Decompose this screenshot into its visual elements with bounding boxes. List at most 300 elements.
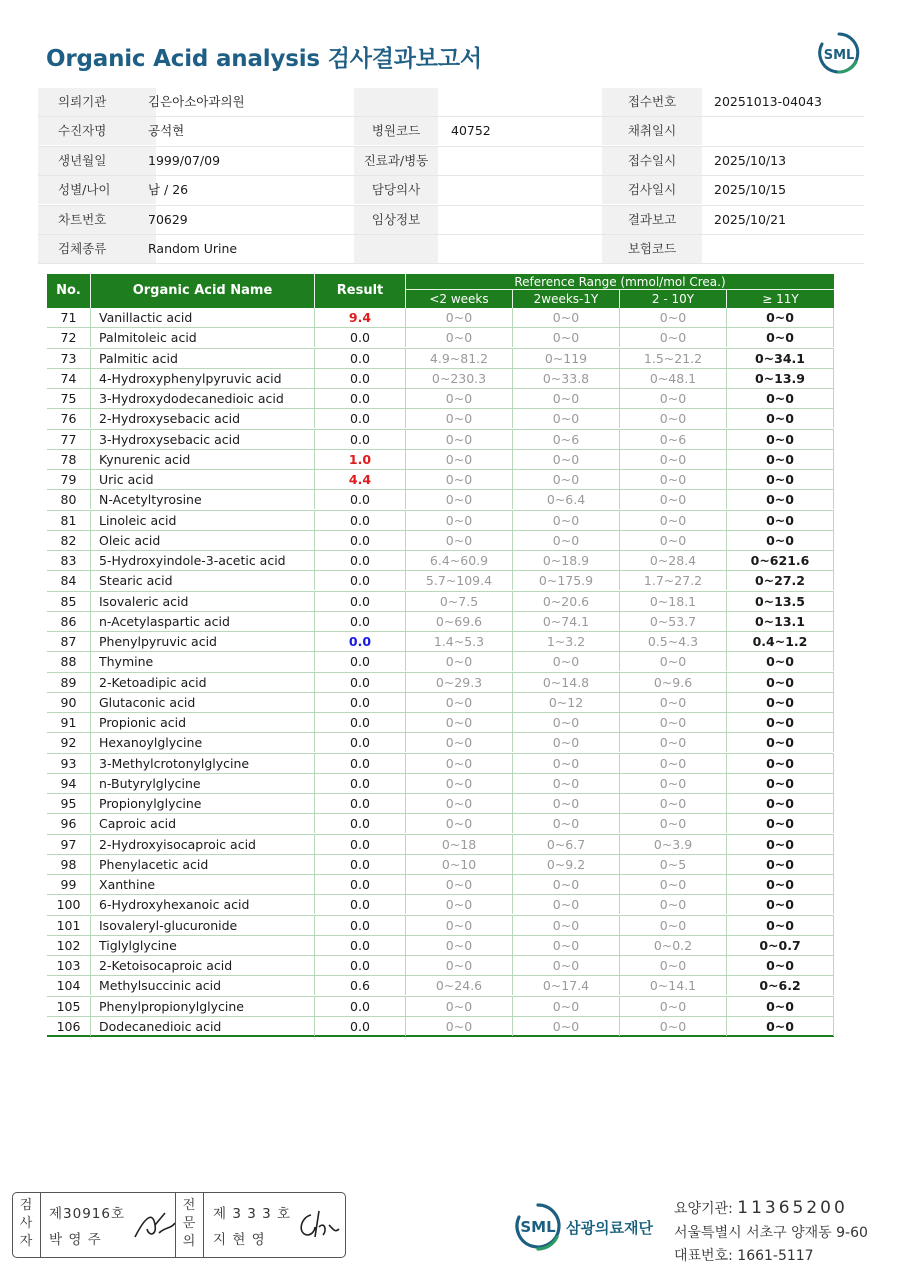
row-number: 79 [47, 470, 91, 489]
info-label: 생년월일 [38, 147, 156, 175]
range-under-2-weeks: 0~230.3 [406, 369, 513, 388]
range-11y-plus: 0~6.2 [727, 976, 834, 995]
care-institution-number [674, 1198, 848, 1218]
result-value: 0.0 [315, 490, 406, 509]
range-11y-plus: 0~0 [727, 855, 834, 874]
acid-name: Linoleic acid [91, 511, 315, 530]
info-value: 2025/10/13 [714, 152, 787, 168]
range-under-2-weeks: 0~0 [406, 956, 513, 975]
range-2-10y: 0~0 [620, 895, 727, 914]
acid-name: Vanillactic acid [91, 308, 315, 327]
table-row [47, 490, 834, 510]
range-2-10y: 0~0 [620, 470, 727, 489]
range-under-2-weeks: 0~0 [406, 754, 513, 773]
range-2-10y: 0~28.4 [620, 551, 727, 570]
table-row [47, 389, 834, 409]
range-under-2-weeks: 0~0 [406, 389, 513, 408]
result-value: 0.0 [315, 592, 406, 611]
acid-name: Uric acid [91, 470, 315, 489]
address: 서울특별시 서초구 양재동 9-60 [674, 1225, 868, 1241]
acid-name: 3-Hydroxydodecanedioic acid [91, 389, 315, 408]
acid-name: n-Butyrylglycine [91, 774, 315, 793]
sml-logo-text: SML [823, 48, 855, 63]
range-2weeks-1y: 0~0 [513, 652, 620, 671]
range-11y-plus: 0~27.2 [727, 571, 834, 590]
range-11y-plus: 0~0 [727, 470, 834, 489]
acid-name: 2-Hydroxyisocaproic acid [91, 835, 315, 854]
inspector-label: 검 사 자 [19, 1198, 33, 1249]
info-value: 70629 [148, 211, 188, 227]
acid-name: Caproic acid [91, 814, 315, 833]
header-no: No. [47, 274, 91, 308]
row-number: 106 [47, 1017, 91, 1036]
table-row [47, 895, 834, 915]
header-result: Result [315, 274, 406, 308]
result-value: 0.0 [315, 389, 406, 408]
range-under-2-weeks: 0~0 [406, 794, 513, 813]
acid-name: Isovaleric acid [91, 592, 315, 611]
table-row [47, 733, 834, 753]
header-name: Organic Acid Name [91, 274, 315, 308]
range-under-2-weeks: 0~0 [406, 308, 513, 327]
result-value: 0.0 [315, 369, 406, 388]
result-value: 0.0 [315, 997, 406, 1016]
header-range-2-10y: 2 - 10Y [620, 290, 727, 308]
info-row [38, 206, 864, 235]
table-row [47, 430, 834, 450]
range-11y-plus: 0~0 [727, 308, 834, 327]
range-under-2-weeks: 1.4~5.3 [406, 632, 513, 651]
acid-name: Propionylglycine [91, 794, 315, 813]
range-2weeks-1y: 0~119 [513, 349, 620, 368]
row-number: 91 [47, 713, 91, 732]
care-label: 요양기관: [674, 1201, 733, 1217]
range-under-2-weeks: 0~0 [406, 997, 513, 1016]
result-value: 0.0 [315, 774, 406, 793]
table-row [47, 794, 834, 814]
row-number: 92 [47, 733, 91, 752]
specialist-label: 전 문 의 [182, 1198, 196, 1249]
range-under-2-weeks: 0~0 [406, 1017, 513, 1036]
row-number: 80 [47, 490, 91, 509]
acid-name: Glutaconic acid [91, 693, 315, 712]
range-11y-plus: 0~34.1 [727, 349, 834, 368]
info-row [38, 235, 864, 264]
result-value: 0.0 [315, 571, 406, 590]
range-2weeks-1y: 0~0 [513, 875, 620, 894]
acid-name: 3-Methylcrotonylglycine [91, 754, 315, 773]
range-2-10y: 0~0 [620, 511, 727, 530]
range-11y-plus: 0~0 [727, 511, 834, 530]
range-under-2-weeks: 0~24.6 [406, 976, 513, 995]
range-2-10y: 0~0 [620, 713, 727, 732]
row-number: 85 [47, 592, 91, 611]
range-under-2-weeks: 0~0 [406, 895, 513, 914]
care-number: 11365200 [737, 1198, 848, 1218]
row-number: 71 [47, 308, 91, 327]
info-label: 의뢰기관 [38, 88, 156, 116]
info-label: 검사일시 [602, 176, 702, 204]
range-under-2-weeks: 6.4~60.9 [406, 551, 513, 570]
range-11y-plus: 0~0.7 [727, 936, 834, 955]
range-under-2-weeks: 0~0 [406, 531, 513, 550]
table-row [47, 592, 834, 612]
result-value: 0.0 [315, 875, 406, 894]
acid-name: 2-Ketoisocaproic acid [91, 956, 315, 975]
result-value: 0.0 [315, 652, 406, 671]
row-number: 93 [47, 754, 91, 773]
acid-name: 6-Hydroxyhexanoic acid [91, 895, 315, 914]
range-2-10y: 0~18.1 [620, 592, 727, 611]
info-label: 보험코드 [602, 235, 702, 263]
row-number: 83 [47, 551, 91, 570]
range-under-2-weeks: 0~0 [406, 713, 513, 732]
range-2weeks-1y: 0~0 [513, 774, 620, 793]
range-2-10y: 0~0 [620, 531, 727, 550]
info-value: 2025/10/15 [714, 182, 787, 198]
range-11y-plus: 0~0 [727, 774, 834, 793]
table-row [47, 652, 834, 672]
result-value: 0.0 [315, 956, 406, 975]
result-value: 9.4 [315, 308, 406, 327]
range-2weeks-1y: 0~0 [513, 511, 620, 530]
range-under-2-weeks: 0~0 [406, 875, 513, 894]
row-number: 94 [47, 774, 91, 793]
row-number: 88 [47, 652, 91, 671]
range-2weeks-1y: 0~0 [513, 754, 620, 773]
range-2-10y: 0~0 [620, 450, 727, 469]
row-number: 73 [47, 349, 91, 368]
range-11y-plus: 0~0 [727, 1017, 834, 1036]
acid-name: Isovaleryl-glucuronide [91, 916, 315, 935]
row-number: 105 [47, 997, 91, 1016]
row-number: 99 [47, 875, 91, 894]
range-11y-plus: 0~13.5 [727, 592, 834, 611]
table-row [47, 349, 834, 369]
range-2-10y: 0~0 [620, 328, 727, 347]
acid-name: 2-Hydroxysebacic acid [91, 409, 315, 428]
range-2weeks-1y: 0~74.1 [513, 612, 620, 631]
table-row [47, 531, 834, 551]
row-number: 78 [47, 450, 91, 469]
range-11y-plus: 0~0 [727, 430, 834, 449]
patient-info-table [38, 88, 864, 264]
table-row [47, 976, 834, 996]
acid-name: Kynurenic acid [91, 450, 315, 469]
acid-name: Stearic acid [91, 571, 315, 590]
phone-value: 1661-5117 [737, 1248, 814, 1264]
range-under-2-weeks: 0~18 [406, 835, 513, 854]
table-row [47, 511, 834, 531]
info-label: 검체종류 [38, 235, 156, 263]
info-label: 결과보고 [602, 206, 702, 234]
table-row [47, 997, 834, 1017]
result-value: 0.0 [315, 936, 406, 955]
info-label: 담당의사 [354, 176, 438, 204]
range-11y-plus: 0~621.6 [727, 551, 834, 570]
sml-footer-logo [512, 1200, 564, 1254]
acid-name: Dodecanedioic acid [91, 1017, 315, 1036]
range-2-10y: 0~53.7 [620, 612, 727, 631]
inspector-signature [131, 1207, 179, 1243]
info-row [38, 117, 864, 146]
range-2weeks-1y: 0~0 [513, 733, 620, 752]
range-2weeks-1y: 0~0 [513, 895, 620, 914]
info-label: 접수일시 [602, 147, 702, 175]
table-row [47, 956, 834, 976]
info-label: 병원코드 [354, 117, 438, 145]
acid-name: Propionic acid [91, 713, 315, 732]
range-2weeks-1y: 0~0 [513, 531, 620, 550]
range-2weeks-1y: 0~9.2 [513, 855, 620, 874]
range-2-10y: 0~0 [620, 490, 727, 509]
acid-name: Hexanoylglycine [91, 733, 315, 752]
range-11y-plus: 0~13.9 [727, 369, 834, 388]
range-11y-plus: 0~0 [727, 328, 834, 347]
result-value: 0.0 [315, 693, 406, 712]
range-2-10y: 0~0 [620, 1017, 727, 1036]
row-number: 81 [47, 511, 91, 530]
range-under-2-weeks: 0~0 [406, 490, 513, 509]
range-2weeks-1y: 0~0 [513, 1017, 620, 1036]
organization-name: 삼광의료재단 [566, 1219, 653, 1237]
acid-name: Phenylpyruvic acid [91, 632, 315, 651]
result-value: 0.0 [315, 430, 406, 449]
info-row [38, 176, 864, 205]
range-2-10y: 1.5~21.2 [620, 349, 727, 368]
result-value: 0.0 [315, 754, 406, 773]
row-number: 75 [47, 389, 91, 408]
range-2-10y: 0~3.9 [620, 835, 727, 854]
sml-footer-logo-text: SML [520, 1218, 556, 1236]
acid-name: N-Acetyltyrosine [91, 490, 315, 509]
range-under-2-weeks: 0~10 [406, 855, 513, 874]
row-number: 102 [47, 936, 91, 955]
info-value: 남 / 26 [148, 182, 189, 198]
range-2weeks-1y: 0~0 [513, 814, 620, 833]
info-value: Random Urine [148, 240, 238, 256]
range-2-10y: 0~6 [620, 430, 727, 449]
header-range-2weeks-1y: 2weeks-1Y [513, 290, 620, 308]
info-label: 채취일시 [602, 117, 702, 145]
row-number: 87 [47, 632, 91, 651]
range-11y-plus: 0~0 [727, 916, 834, 935]
range-2weeks-1y: 0~0 [513, 450, 620, 469]
range-2-10y: 0~0 [620, 652, 727, 671]
range-under-2-weeks: 0~0 [406, 814, 513, 833]
range-11y-plus: 0~0 [727, 673, 834, 692]
row-number: 100 [47, 895, 91, 914]
range-under-2-weeks: 0~0 [406, 733, 513, 752]
range-2-10y: 0~0 [620, 875, 727, 894]
range-2weeks-1y: 0~0 [513, 470, 620, 489]
acid-name: n-Acetylaspartic acid [91, 612, 315, 631]
info-value: 2025/10/21 [714, 211, 787, 227]
row-number: 74 [47, 369, 91, 388]
info-value: 40752 [451, 123, 491, 139]
result-value: 0.0 [315, 733, 406, 752]
info-value: 공석현 [148, 123, 185, 139]
row-number: 96 [47, 814, 91, 833]
table-row [47, 369, 834, 389]
range-11y-plus: 0~0 [727, 835, 834, 854]
table-row [47, 693, 834, 713]
range-11y-plus: 0~0 [727, 713, 834, 732]
phone-label: 대표번호: [674, 1248, 733, 1264]
table-body [47, 308, 834, 1037]
row-number: 86 [47, 612, 91, 631]
range-11y-plus: 0~0 [727, 956, 834, 975]
specialist-license: 제 3 3 3 호 [213, 1206, 292, 1222]
table-row [47, 673, 834, 693]
range-2weeks-1y: 0~0 [513, 308, 620, 327]
table-row [47, 835, 834, 855]
info-value: 김은아소아과의원 [148, 94, 245, 109]
result-value: 0.0 [315, 916, 406, 935]
row-number: 90 [47, 693, 91, 712]
row-number: 77 [47, 430, 91, 449]
range-under-2-weeks: 0~0 [406, 693, 513, 712]
result-value: 0.0 [315, 531, 406, 550]
range-2weeks-1y: 1~3.2 [513, 632, 620, 651]
range-2-10y: 0~0 [620, 389, 727, 408]
info-row [38, 147, 864, 176]
acid-name: 2-Ketoadipic acid [91, 673, 315, 692]
table-row [47, 916, 834, 936]
range-2weeks-1y: 0~33.8 [513, 369, 620, 388]
range-2-10y: 0~0 [620, 794, 727, 813]
row-number: 103 [47, 956, 91, 975]
range-11y-plus: 0~0 [727, 450, 834, 469]
range-2weeks-1y: 0~175.9 [513, 571, 620, 590]
range-11y-plus: 0~0 [727, 814, 834, 833]
range-under-2-weeks: 0~0 [406, 430, 513, 449]
result-value: 0.0 [315, 895, 406, 914]
inspector-license: 제30916호 [49, 1206, 126, 1222]
row-number: 84 [47, 571, 91, 590]
acid-name: Methylsuccinic acid [91, 976, 315, 995]
result-value: 0.0 [315, 855, 406, 874]
acid-name: Xanthine [91, 875, 315, 894]
table-row [47, 409, 834, 429]
result-value: 0.0 [315, 835, 406, 854]
phone-number [674, 1245, 814, 1265]
specialist-name: 지 현 영 [213, 1232, 266, 1248]
table-row [47, 450, 834, 470]
range-2weeks-1y: 0~0 [513, 389, 620, 408]
result-value: 0.0 [315, 713, 406, 732]
range-11y-plus: 0~0 [727, 531, 834, 550]
range-11y-plus: 0~0 [727, 733, 834, 752]
inspector-name: 박 영 주 [49, 1232, 102, 1248]
result-value: 0.6 [315, 976, 406, 995]
range-2weeks-1y: 0~14.8 [513, 673, 620, 692]
acid-name: 5-Hydroxyindole-3-acetic acid [91, 551, 315, 570]
range-2weeks-1y: 0~6.4 [513, 490, 620, 509]
header-range-under-2-weeks: <2 weeks [406, 290, 513, 308]
result-value: 0.0 [315, 511, 406, 530]
range-2-10y: 0~48.1 [620, 369, 727, 388]
info-label: 접수번호 [602, 88, 702, 116]
result-value: 0.0 [315, 551, 406, 570]
result-value: 0.0 [315, 409, 406, 428]
table-row [47, 713, 834, 733]
row-number: 76 [47, 409, 91, 428]
range-under-2-weeks: 4.9~81.2 [406, 349, 513, 368]
range-2-10y: 0~9.6 [620, 673, 727, 692]
range-2-10y: 1.7~27.2 [620, 571, 727, 590]
table-row [47, 875, 834, 895]
range-under-2-weeks: 0~29.3 [406, 673, 513, 692]
range-11y-plus: 0~0 [727, 794, 834, 813]
range-2-10y: 0~0 [620, 693, 727, 712]
acid-name: 4-Hydroxyphenylpyruvic acid [91, 369, 315, 388]
range-2-10y: 0~0 [620, 916, 727, 935]
table-row [47, 571, 834, 591]
range-2-10y: 0~0 [620, 997, 727, 1016]
range-2weeks-1y: 0~0 [513, 409, 620, 428]
acid-name: Thymine [91, 652, 315, 671]
acid-name: Oleic acid [91, 531, 315, 550]
result-value: 0.0 [315, 612, 406, 631]
range-11y-plus: 0~0 [727, 389, 834, 408]
acid-name: Phenylacetic acid [91, 855, 315, 874]
range-2weeks-1y: 0~6 [513, 430, 620, 449]
result-value: 0.0 [315, 814, 406, 833]
range-2-10y: 0~0 [620, 814, 727, 833]
range-2weeks-1y: 0~17.4 [513, 976, 620, 995]
range-2-10y: 0~0 [620, 733, 727, 752]
range-11y-plus: 0~13.1 [727, 612, 834, 631]
table-row [47, 936, 834, 956]
range-under-2-weeks: 0~0 [406, 511, 513, 530]
range-11y-plus: 0~0 [727, 490, 834, 509]
range-2-10y: 0~0 [620, 956, 727, 975]
range-under-2-weeks: 0~0 [406, 470, 513, 489]
table-row [47, 774, 834, 794]
range-2weeks-1y: 0~0 [513, 794, 620, 813]
range-under-2-weeks: 0~0 [406, 450, 513, 469]
table-row [47, 551, 834, 571]
table-header [47, 274, 834, 308]
range-2weeks-1y: 0~0 [513, 956, 620, 975]
range-under-2-weeks: 5.7~109.4 [406, 571, 513, 590]
result-value: 0.0 [315, 794, 406, 813]
range-2weeks-1y: 0~0 [513, 997, 620, 1016]
range-2-10y: 0~0 [620, 308, 727, 327]
info-label [354, 235, 438, 263]
acid-name: Phenylpropionylglycine [91, 997, 315, 1016]
header-reference-range: Reference Range (mmol/mol Crea.) [406, 274, 834, 290]
info-label: 성별/나이 [38, 176, 156, 204]
acid-name: 3-Hydroxysebacic acid [91, 430, 315, 449]
range-under-2-weeks: 0~0 [406, 774, 513, 793]
range-2-10y: 0~0 [620, 774, 727, 793]
sml-logo [816, 30, 862, 76]
header-range-11y-plus: ≥ 11Y [762, 292, 799, 306]
row-number: 104 [47, 976, 91, 995]
row-number: 97 [47, 835, 91, 854]
table-row [47, 328, 834, 348]
range-11y-plus: 0~0 [727, 895, 834, 914]
range-under-2-weeks: 0~0 [406, 328, 513, 347]
range-11y-plus: 0~0 [727, 997, 834, 1016]
results-table [47, 274, 834, 1037]
row-number: 89 [47, 673, 91, 692]
range-2weeks-1y: 0~0 [513, 713, 620, 732]
range-2weeks-1y: 0~12 [513, 693, 620, 712]
info-label: 수진자명 [38, 117, 156, 145]
